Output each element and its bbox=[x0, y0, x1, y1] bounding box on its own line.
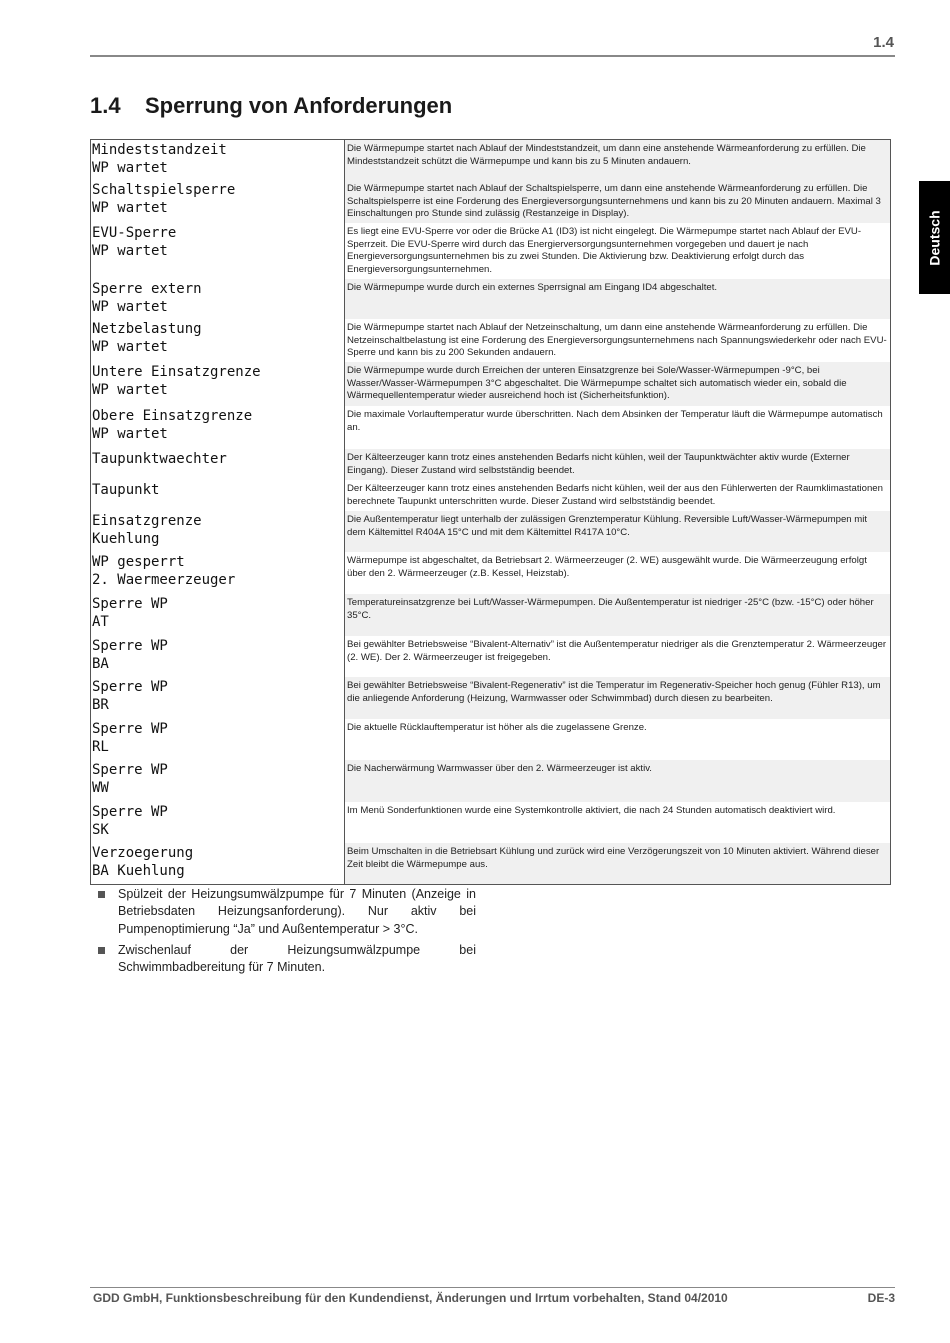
title-text: Sperrung von Anforderungen bbox=[145, 93, 453, 118]
display-code: Taupunkt bbox=[91, 480, 345, 511]
display-code: Einsatzgrenze Kuehlung bbox=[91, 511, 345, 552]
display-code: Schaltspielsperre WP wartet bbox=[91, 180, 345, 223]
table-row bbox=[91, 362, 890, 406]
table-row bbox=[91, 719, 890, 760]
description: Die Wärmepumpe startet nach Ablauf der Netzeinschaltung, um dann eine anstehende Wärmeanforderung zu erfüllen. Die Netzeinschaltbelastung ist eine Forderung des Energieversorgungsunternehmens nach Spannungswiederkehr oder nach EVU-Sperre und kann bis zu 200 Sekunden andauern. bbox=[347, 322, 887, 359]
description: Die Wärmepumpe wurde durch ein externes Sperrsignal am Eingang ID4 abgeschaltet. bbox=[345, 279, 890, 319]
description: Wärmepumpe ist abgeschaltet, da Betriebsart 2. Wärmeerzeuger (2. WE) ausgewählt wurde. Die Wärmeerzeugung erfolgt über den 2. Wärmeerzeuger (z.B. Kessel, Heizstab). bbox=[347, 555, 867, 579]
table-row bbox=[91, 279, 890, 319]
header-section-number: 1.4 bbox=[873, 34, 894, 51]
table-row bbox=[91, 480, 890, 511]
footer-rule bbox=[90, 1287, 895, 1288]
language-tab bbox=[919, 181, 950, 294]
description: Beim Umschalten in die Betriebsart Kühlung und zurück wird eine Verzögerungszeit von 10 Minuten aktiviert. Während dieser Zeit bleibt die Wärmepumpe aus. bbox=[345, 843, 890, 884]
table-row bbox=[91, 677, 890, 719]
table-row bbox=[91, 760, 890, 802]
title-number: 1.4 bbox=[90, 93, 121, 118]
language-tab-label: Deutsch bbox=[926, 209, 943, 266]
display-code: Netzbelastung WP wartet bbox=[91, 319, 345, 362]
table-row bbox=[91, 636, 890, 677]
display-code: Sperre WP WW bbox=[91, 760, 345, 802]
description: Temperatureinsatzgrenze bei Luft/Wasser-Wärmepumpen. Die Außentemperatur ist niedriger -25°C (bzw. -15°C) oder höher 35°C. bbox=[345, 594, 890, 636]
footer-page-number: DE-3 bbox=[867, 1291, 895, 1305]
footer-text: GDD GmbH, Funktionsbeschreibung für den Kundendienst, Änderungen und Irrtum vorbehalten, Stand 04/2010 bbox=[93, 1291, 728, 1305]
display-code: Mindeststandzeit WP wartet bbox=[91, 140, 345, 180]
list-item bbox=[98, 886, 476, 938]
table-row bbox=[91, 319, 890, 362]
table-row bbox=[91, 140, 890, 180]
table-row bbox=[91, 802, 890, 843]
display-code: Sperre WP RL bbox=[91, 719, 345, 760]
description: Der Kälteerzeuger kann trotz eines anstehenden Bedarfs nicht kühlen, weil der Taupunktwächter aktiv wurde (Externer Eingang). Dieser Zustand wird selbstständig beendet. bbox=[345, 449, 890, 480]
list-item bbox=[98, 942, 476, 977]
description: Es liegt eine EVU-Sperre vor oder die Brücke A1 (ID3) ist nicht eingelegt. Die Wärmepumpe startet nach Ablauf der EVU-Sperrzeit. Die EVU-Sperre wird durch das Energierversorgungsunternehmen vorgegeben und dauert je nach Energieversorgungsunternehmen bis zu zwei Stunden. Die Aktivierung bzw. Deaktivierung erfolgt durch das Energieversorgungsunternehmen. bbox=[347, 226, 862, 275]
display-code: Taupunktwaechter bbox=[91, 449, 345, 480]
display-code: Verzoegerung BA Kuehlung bbox=[91, 843, 345, 884]
status-table bbox=[90, 139, 891, 885]
table-row bbox=[91, 843, 890, 884]
bullet-square-icon bbox=[98, 891, 105, 898]
note-text: Spülzeit der Heizungsumwälzpumpe für 7 Minuten (Anzeige in Betriebsdaten Heizungsanforderung). Nur aktiv bei Pumpenoptimierung “Ja” und Außentemperatur > 3°C. bbox=[118, 887, 476, 936]
display-code: Sperre extern WP wartet bbox=[91, 279, 345, 319]
page-title bbox=[90, 93, 452, 119]
description: Bei gewählter Betriebsweise “Bivalent-Alternativ” ist die Außentemperatur niedriger als die Grenztemperatur 2. Wärmeerzeuger (2. WE). Der 2. Wärmeerzeuger ist freigegeben. bbox=[347, 639, 887, 663]
description: Die Nacherwärmung Warmwasser über den 2. Wärmeerzeuger ist aktiv. bbox=[345, 760, 890, 802]
table-row bbox=[91, 594, 890, 636]
description: Die Außentemperatur liegt unterhalb der zulässigen Grenztemperatur Kühlung. Reversible Luft/Wasser-Wärmepumpen mit dem Kältemittel R404A 15°C und mit dem Kältemittel R417A 10°C. bbox=[345, 511, 890, 552]
note-text: Zwischenlauf der Heizungsumwälzpumpe bei Schwimmbadbereitung für 7 Minuten. bbox=[118, 942, 476, 975]
display-code: EVU-Sperre WP wartet bbox=[91, 223, 345, 279]
display-code: Untere Einsatzgrenze WP wartet bbox=[91, 362, 345, 406]
description: Die maximale Vorlauftemperatur wurde überschritten. Nach dem Absinken der Temperatur läuft die Wärmepumpe automatisch an. bbox=[347, 409, 883, 433]
display-code: Sperre WP BA bbox=[91, 636, 345, 677]
display-code: WP gesperrt 2. Waermeerzeuger bbox=[91, 552, 345, 594]
description: Die aktuelle Rücklauftemperatur ist höher als die zugelassene Grenze. bbox=[347, 722, 647, 733]
notes-list bbox=[98, 886, 476, 980]
description: Die Wärmepumpe wurde durch Erreichen der unteren Einsatzgrenze bei Sole/Wasser-Wärmepumpen -9°C, bei Wasser/Wasser-Wärmepumpen 3°C abgeschaltet. Die Wärmepumpe schaltet sich automatisch wieder ein, sobald die Wärmequellentemperatur wieder ausreichend hoch ist (Sicherheitsfunktion). bbox=[345, 362, 890, 406]
description: Die Wärmepumpe startet nach Ablauf der Mindeststandzeit, um dann eine anstehende Wärmeanforderung zu erfüllen. Die Mindeststandzeit schützt die Wärmepumpe und kann bis zu 5 Minuten andauern. bbox=[345, 140, 890, 180]
description: Bei gewählter Betriebsweise “Bivalent-Regenerativ” ist die Temperatur im Regenerativ-Speicher hoch genug (Fühler R13), um die anliegende Anforderung (Heizung, Warmwasser oder Schwimmbad) durch diesen zu bearbeiten. bbox=[345, 677, 890, 719]
table-row bbox=[91, 406, 890, 449]
table-row bbox=[91, 223, 890, 279]
display-code: Sperre WP BR bbox=[91, 677, 345, 719]
table-row bbox=[91, 552, 890, 594]
display-code: Obere Einsatzgrenze WP wartet bbox=[91, 406, 345, 449]
bullet-square-icon bbox=[98, 947, 105, 954]
header-rule bbox=[90, 55, 895, 57]
table-row bbox=[91, 180, 890, 223]
table-row bbox=[91, 449, 890, 480]
display-code: Sperre WP SK bbox=[91, 802, 345, 843]
description: Die Wärmepumpe startet nach Ablauf der Schaltspielsperre, um dann eine anstehende Wärmeanforderung zu erfüllen. Die Schaltspielsperre ist eine Forderung des Energieversorgungsunternehmens und kann bis zu 20 Minuten andauern. Maximal 3 Einschaltungen pro Stunde sind zulässig (Restanzeige in Display). bbox=[345, 180, 890, 223]
description: Im Menü Sonderfunktionen wurde eine Systemkontrolle aktiviert, die nach 24 Stunden automatisch deaktiviert wird. bbox=[347, 805, 836, 816]
display-code: Sperre WP AT bbox=[91, 594, 345, 636]
description: Der Kälteerzeuger kann trotz eines anstehenden Bedarfs nicht kühlen, weil der aus den Fühlerwerten der Raumklimastationen berechnete Taupunkt unterschritten wurde. Dieser Zustand wird selbstständig beendet. bbox=[347, 483, 883, 507]
table-row bbox=[91, 511, 890, 552]
